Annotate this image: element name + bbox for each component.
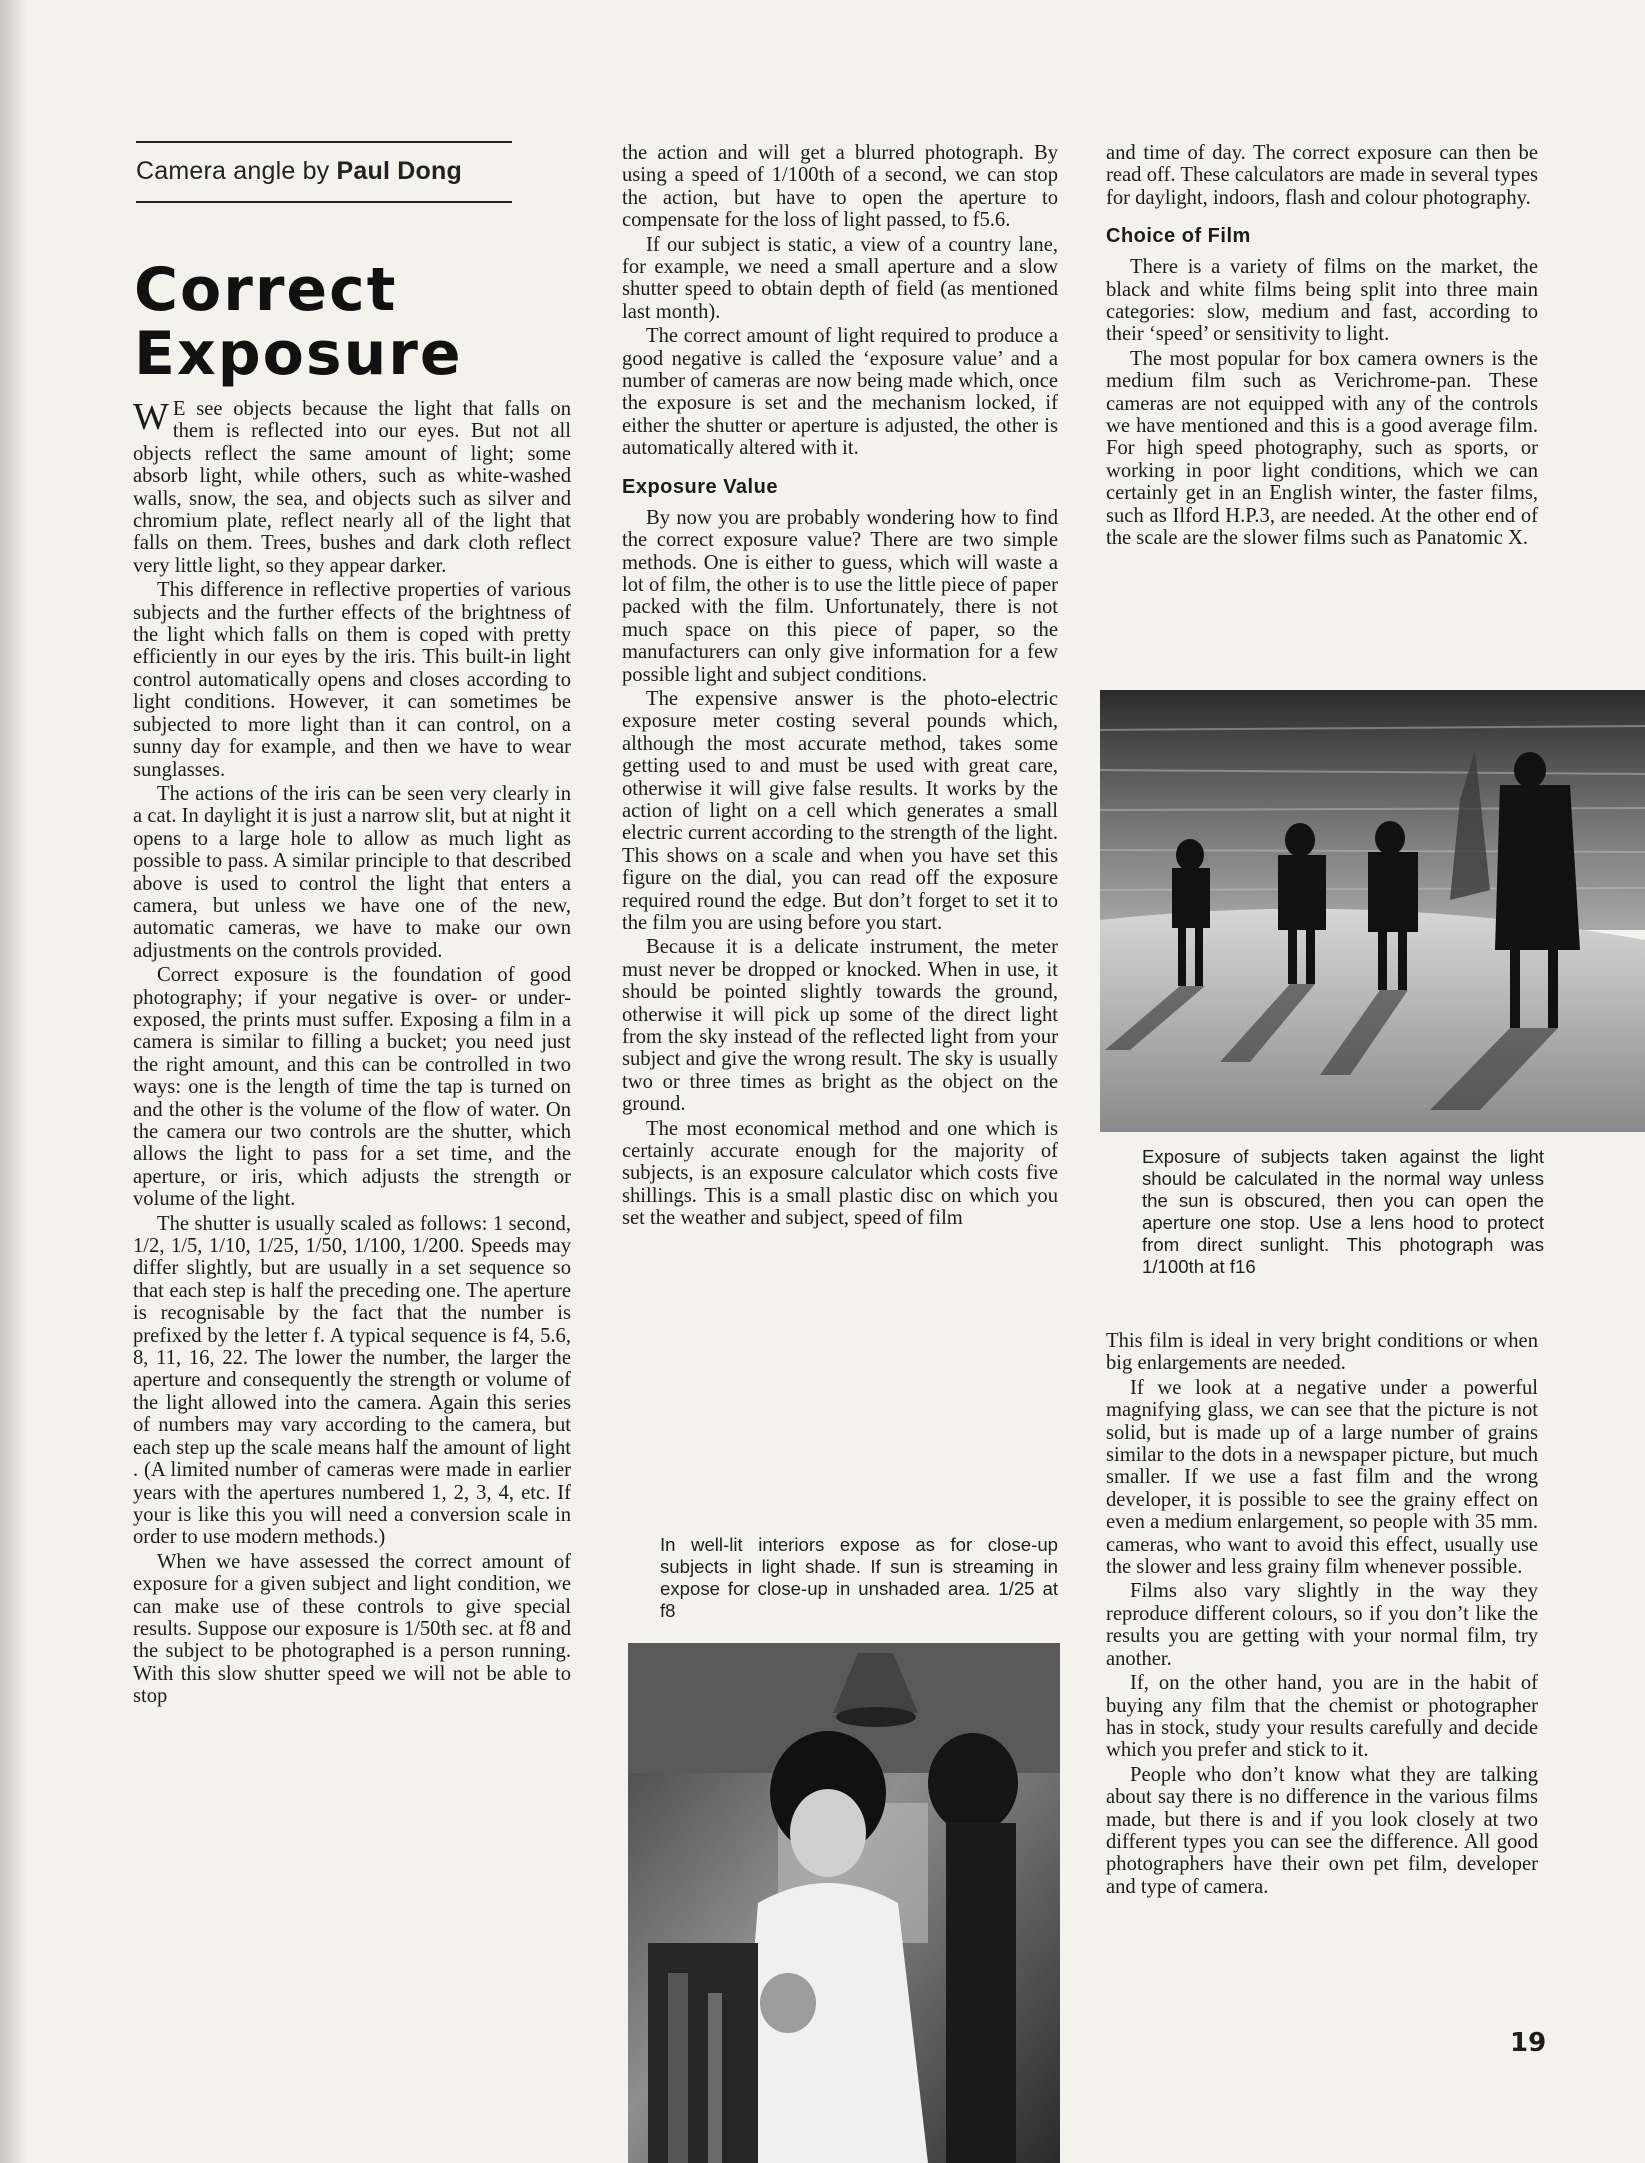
interior-photo <box>628 1643 1060 2163</box>
page-number: 19 <box>1510 2028 1547 2058</box>
byline-top-rule <box>136 141 512 143</box>
column-1 <box>133 398 571 1708</box>
col1-paragraph-1: W E see objects because the light that falls on them is reflected into our eyes. But not all objects reflect the same amount of light; some absorb light, while others, such as white-washed walls, snow, the sea, and objects such as silver and chromium plate, reflect nearly all of the light that falls on them. Trees, bushes and dark cloth reflect very little light, so they appear darker. <box>133 396 571 577</box>
col2-paragraph-7: The most economical method and one which is certainly accurate enough for the majority of subjects, is an exposure calculator which costs five shillings. This is a small plastic disc on which you set the weather and subject, speed of film <box>622 1117 1058 1230</box>
article-title <box>134 255 463 389</box>
col2-paragraph-3: The correct amount of light required to produce a good negative is called the ‘exposure value’ and a number of cameras are now being made which, once the exposure is set and the mechanism locked, if either the shutter or aperture is adjusted, the other is automatically altered with it. <box>622 325 1058 460</box>
title-line-2: Exposure <box>134 319 463 389</box>
col3-caption-block <box>1142 1146 1544 1278</box>
col2-caption-block <box>660 1534 1058 1622</box>
byline-bottom-rule <box>136 201 512 203</box>
col3-paragraph-2: There is a variety of films on the market, the black and white films being split into three main categories: slow, medium and fast, according to their ‘speed’ or sensitivity to light. <box>1106 256 1538 346</box>
byline-author: Paul Dong <box>336 157 462 185</box>
subhead-exposure-value: Exposure Value <box>622 475 778 498</box>
binding-shadow <box>0 0 28 2163</box>
column-3 <box>1106 142 1538 550</box>
col3-paragraph-4: This film is ideal in very bright conditions or when big enlargements are needed. <box>1106 1330 1538 1375</box>
col1-paragraph-5: The shutter is usually scaled as follows: 1 second, 1/2, 1/5, 1/10, 1/25, 1/50, 1/100, 1/200. Speeds may differ slightly, but are usually in a set sequence so that each step is half the preceding one. The aperture is recognisable by the fact that the number is prefixed by the letter f. A typical sequence is f4, 5.6, 8, 11, 16, 22. The lower the number, the larger the aperture and consequently the strength or volume of the light allowed into the camera. Again this series of numbers may vary according to the camera, but each step up the scale means half the amount of light . (A limited number of cameras were made in earlier years with the apertures numbered 1, 2, 3, 4, etc. If your is like this you will need a conversion scale in order to use modern methods.) <box>133 1212 571 1549</box>
col3-paragraph-6: Films also vary slightly in the way they reproduce different colours, so if you don’t like the results you are getting with your normal film, try another. <box>1106 1580 1538 1670</box>
col2-paragraph-4: By now you are probably wondering how to find the correct exposure value? There are two simple methods. One is either to guess, which will waste a lot of film, the other is to use the little piece of paper packed with the film. Unfortunately, there is not much space on this piece of paper, so the manufacturers can only give information for a few possible light and subject conditions. <box>622 506 1058 686</box>
beach-photo-image <box>1100 690 1645 1132</box>
col3-paragraph-5: If we look at a negative under a powerful magnifying glass, we can see that the picture is not solid, but is made up of a large number of grains similar to the dots in a newspaper picture, but much smaller. If we use a fast film and the wrong developer, it is possible to see the grainy effect on even a medium enlargement, so people with 35 mm. cameras, who want to avoid this effect, usually use the slower and less grainy film whenever possible. <box>1106 1376 1538 1579</box>
column-2 <box>622 142 1058 1230</box>
col1-paragraph-2: This difference in reflective properties of various subjects and the further effects of the brightness of the light which falls on them is coped with pretty efficiently in our eyes by the iris. This built-in light control automatically opens and closes according to light conditions. However, it can sometimes be subjected to more light than it can control, on a sunny day for example, and then we have to wear sunglasses. <box>133 579 571 781</box>
col1-paragraph-6: When we have assessed the correct amount of exposure for a given subject and light condition, we can make use of these controls to give special results. Suppose our exposure is 1/50th sec. at f8 and the subject to be photographed is a person running. With this slow shutter speed we will not be able to stop <box>133 1550 571 1708</box>
beach-photo-caption: Exposure of subjects taken against the light should be calculated in the normal way unless the sun is obscured, then you can open the aperture one stop. Use a lens hood to protect from direct sunlight. This photograph was 1/100th at f16 <box>1142 1146 1544 1277</box>
col3-paragraph-1: and time of day. The correct exposure can then be read off. These calculators are made in several types for daylight, indoors, flash and colour photography. <box>1106 142 1538 209</box>
interior-photo-caption: In well-lit interiors expose as for close-up subjects in light shade. If sun is streaming in expose for close-up in unshaded area. 1/25 at f8 <box>660 1534 1058 1621</box>
subhead-choice-of-film: Choice of Film <box>1106 225 1251 248</box>
beach-photo <box>1100 690 1645 1132</box>
col2-paragraph-1: the action and will get a blurred photograph. By using a speed of 1/100th of a second, we can stop the action, but have to open the aperture to compensate for the loss of light passed, to f5.6. <box>622 142 1058 232</box>
col3-paragraph-3: The most popular for box camera owners is the medium film such as Verichrome-pan. These cameras are not equipped with any of the controls we have mentioned and this is a good average film. For high speed photography, such as sports, or working in poor light conditions, which we can certainly get in an English winter, the faster films, such as Ilford H.P.3, are needed. At the other end of the scale are the slower films such as Panatomic X. <box>1106 347 1538 550</box>
title-line-1: Correct <box>134 255 398 325</box>
column-3-lower <box>1106 1330 1538 1898</box>
col3-paragraph-8: People who don’t know what they are talking about say there is no difference in the various films made, but there is and if you look closely at two different types you can see the difference. All good photographers have their own pet film, developer and type of camera. <box>1106 1763 1538 1898</box>
byline <box>136 157 462 186</box>
drop-cap: W <box>133 396 169 438</box>
col2-paragraph-2: If our subject is static, a view of a country lane, for example, we need a small aperture and a slow shutter speed to obtain depth of field (as mentioned last month). <box>622 233 1058 323</box>
byline-prefix: Camera angle by <box>136 157 337 185</box>
col1-paragraph-3: The actions of the iris can be seen very clearly in a cat. In daylight it is just a narrow slit, but at night it opens to a large hole to allow as much light as possible to pass. A similar principle to that described above is used to control the light that enters a camera, but unless we have one of the new, automatic cameras, we have to make our own adjustments on the controls provided. <box>133 782 571 962</box>
interior-photo-image <box>628 1643 1060 2163</box>
col3-paragraph-7: If, on the other hand, you are in the habit of buying any film that the chemist or photographer has in stock, study your results carefully and decide which you prefer and stick to it. <box>1106 1672 1538 1762</box>
col2-paragraph-6: Because it is a delicate instrument, the meter must never be dropped or knocked. When in use, it should be pointed slightly towards the ground, otherwise it will pick up some of the direct light from the sky instead of the reflected light from your subject and give the wrong result. The sky is usually two or three times as bright as the object on the ground. <box>622 936 1058 1116</box>
col2-paragraph-5: The expensive answer is the photo-electric exposure meter costing several pounds which, although the most accurate method, takes some getting used to and must be used with great care, otherwise it will give false results. It works by the action of light on a cell which generates a small electric current according to the strength of the light. This shows on a scale and when you have set this figure on the dial, you can read off the exposure required round the edge. But don’t forget to set it to the film you are using before you start. <box>622 687 1058 934</box>
col1-paragraph-4: Correct exposure is the foundation of good photography; if your negative is over- or under-exposed, the prints must suffer. Exposing a film in a camera is similar to filling a bucket; you need just the right amount, and this can be controlled in two ways: one is the length of time the tap is turned on and the other is the volume of the flow of water. On the camera our two controls are the shutter, which allows the light to pass for a set time, and the aperture, or iris, which adjusts the strength or volume of the light. <box>133 964 571 1211</box>
